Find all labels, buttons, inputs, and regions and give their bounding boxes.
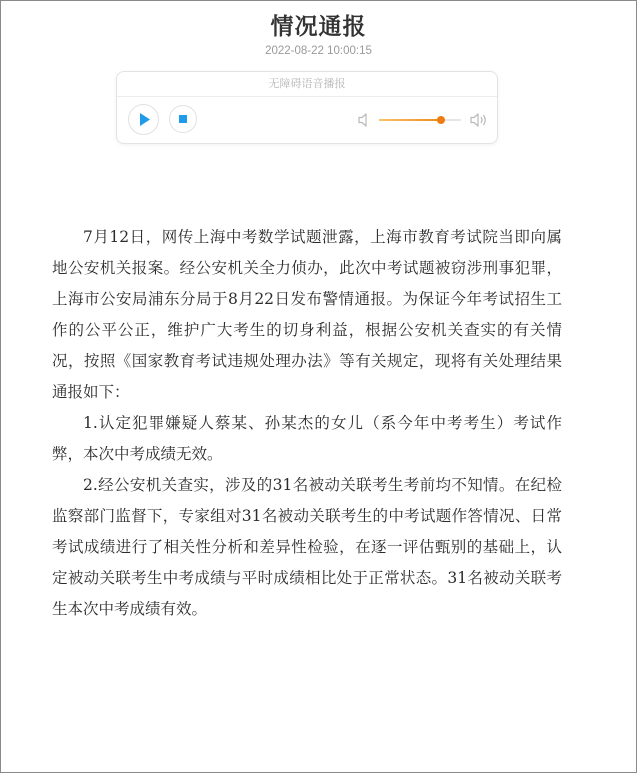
article-title: 情况通报 [270,14,367,40]
body-paragraph: 2.经公安机关查实，涉及的31名被动关联考生考前均不知情。在纪检监察部门监督下，专家组对31名被动关联考生的中考试题作答情况、日常考试成绩进行了相关性分析和差异性检验，在逐一评估甄别的基础上，认定被动关联考生中考成绩与平时成绩相比处于正常状态。31名被动关联考生本次中考成绩有效。 [52,476,562,618]
volume-slider[interactable] [379,119,461,121]
volume-high-icon[interactable] [469,112,489,128]
volume-low-icon[interactable] [357,112,371,128]
stop-icon [170,106,196,132]
audio-player-label: 无障碍语音播报 [117,72,497,97]
volume-slider-fill [379,119,441,121]
body-paragraph: 1.认定犯罪嫌疑人蔡某、孙某杰的女儿（系今年中考考生）考试作弊，本次中考成绩无效。 [52,414,562,463]
accessible-audio-player [116,71,498,144]
play-button[interactable] [128,104,159,135]
publish-datetime: 2022-08-22 10:00:15 [265,45,372,57]
article-body [52,222,562,625]
body-paragraph: 7月12日，网传上海中考数学试题泄露，上海市教育考试院当即向属地公安机关报案。经公安机关全力侦办，此次中考试题被窃涉刑事犯罪，上海市公安局浦东分局于8月22日发布警情通报。为保证今年考试招生工作的公平公正，维护广大考生的切身利益，根据公安机关查实的有关情况，按照《国家教育考试违规处理办法》等有关规定，现将有关处理结果通报如下： [52,228,562,401]
stop-button[interactable] [169,105,197,133]
play-icon [129,105,158,134]
volume-slider-knob[interactable] [437,116,445,124]
